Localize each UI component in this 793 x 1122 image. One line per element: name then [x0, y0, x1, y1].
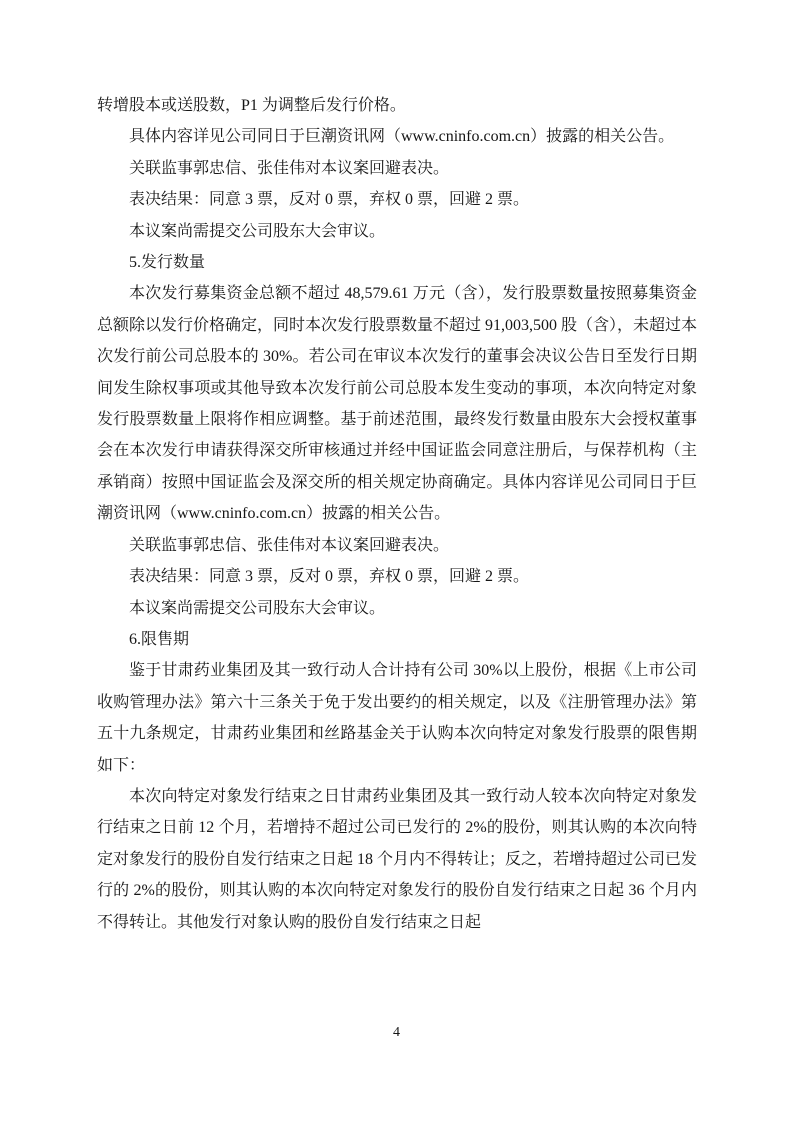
document-body [97, 90, 697, 938]
paragraph: 鉴于甘肃药业集团及其一致行动人合计持有公司 30%以上股份，根据《上市公司收购管理办法》第六十三条关于免于发出要约的相关规定，以及《注册管理办法》第五十九条规定，甘肃药业集团和丝路基金关于认购本次向特定对象发行股票的限售期如下： [97, 662, 697, 774]
paragraph: 具体内容详见公司同日于巨潮资讯网（www.cninfo.com.cn）披露的相关公告。 [129, 128, 675, 146]
paragraph: 关联监事郭忠信、张佳伟对本议案回避表决。 [129, 159, 450, 177]
paragraph: 本议案尚需提交公司股东大会审议。 [129, 599, 386, 617]
paragraph-vote-result: 表决结果：同意 3 票，反对 0 票，弃权 0 票，回避 2 票。 [129, 568, 530, 586]
page-number: 4 [393, 1025, 400, 1040]
paragraph: 本次向特定对象发行结束之日甘肃药业集团及其一致行动人较本次向特定对象发行结束之日前 12 个月，若增持不超过公司已发行的 2%的股份，则其认购的本次向特定对象发行的股份自发行结束之日起 18 个月内不得转让；反之，若增持超过公司已发行的 2%的股份，则其认购的本次向特定对象发行的股份自发行结束之日起 36 个月内不得转让。其他发行对象认购的股份自发行结束之日起 [97, 787, 698, 931]
paragraph-vote-result: 表决结果：同意 3 票，反对 0 票，弃权 0 票，回避 2 票。 [129, 191, 530, 209]
section-heading-lockup-period: 6.限售期 [129, 630, 190, 648]
paragraph: 本次发行募集资金总额不超过 48,579.61 万元（含），发行股票数量按照募集资金总额除以发行价格确定，同时本次发行股票数量不超过 91,003,500 股（含），未超过本次发行前公司总股本的 30%。若公司在审议本次发行的董事会决议公告日至发行日期间发生除权事项或其他导致本次发行前公司总股本发生变动的事项，本次向特定对象发行股票数量上限将作相应调整。基于前述范围，最终发行数量由股东大会授权董事会在本次发行申请获得深交所审核通过并经中国证监会同意注册后，与保荐机构（主承销商）按照中国证监会及深交所的相关规定协商确定。具体内容详见公司同日于巨潮资讯网（www.cninfo.com.cn）披露的相关公告。 [97, 285, 698, 523]
section-heading-issuance-quantity: 5.发行数量 [129, 254, 206, 272]
paragraph-continuation: 转增股本或送股数，P1 为调整后发行价格。 [97, 97, 406, 114]
paragraph: 本议案尚需提交公司股东大会审议。 [129, 222, 386, 240]
paragraph: 关联监事郭忠信、张佳伟对本议案回避表决。 [129, 536, 450, 554]
